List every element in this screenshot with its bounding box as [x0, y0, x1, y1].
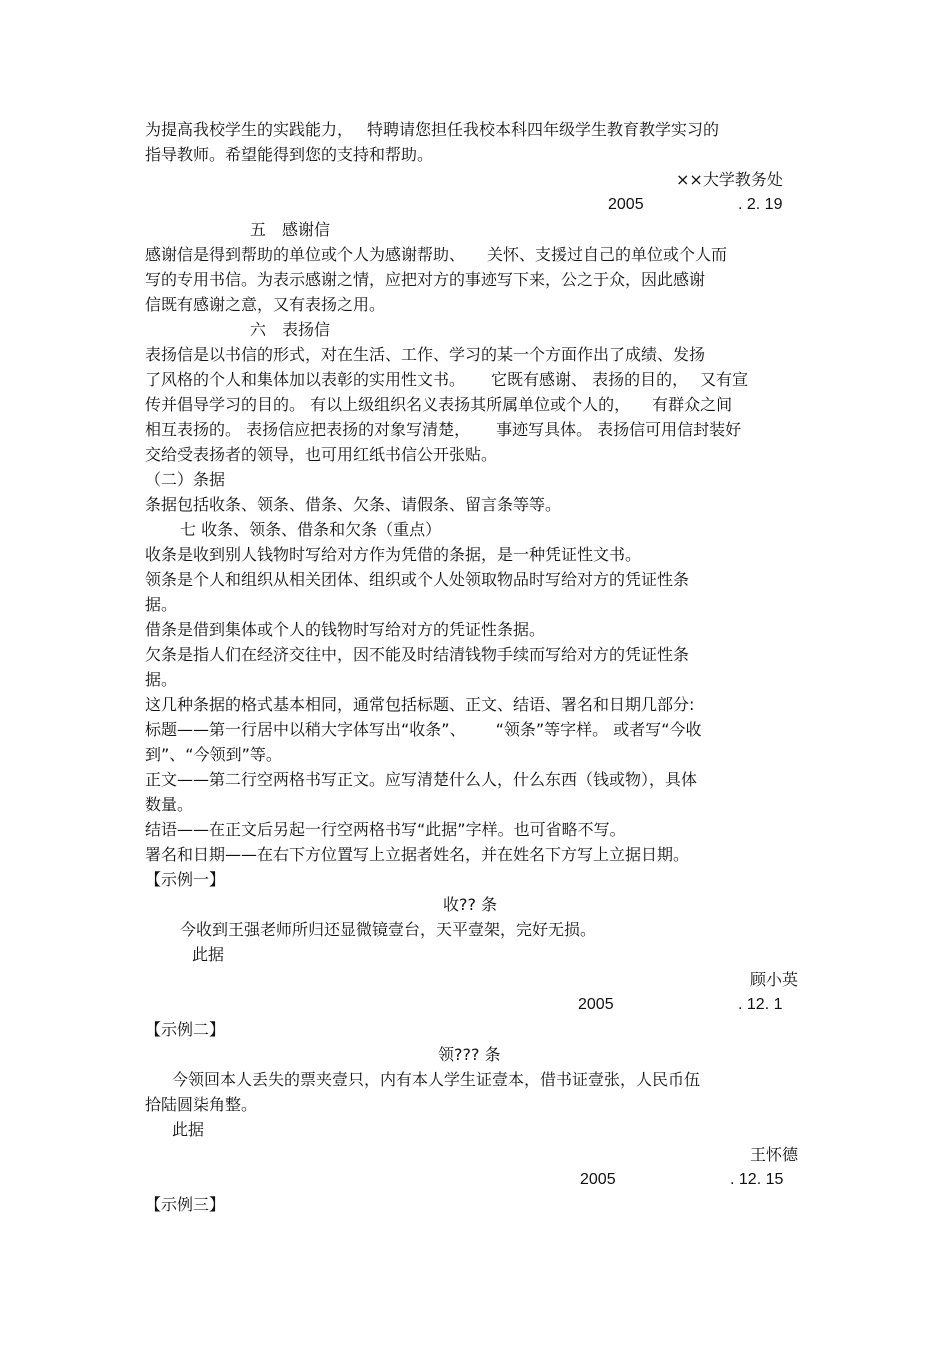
text-span: 又有宣	[700, 370, 749, 389]
text-line: 写的专用书信。为表示感谢之情，应把对方的事迹写下来，公之于众，因此感谢	[145, 270, 706, 289]
text-line: 领条是个人和组织从相关团体、组织或个人处领取物品时写给对方的凭证性条	[145, 570, 690, 589]
text-span: 有群众之间	[652, 395, 733, 414]
text-line: 指导教师。希望能得到您的支持和帮助。	[145, 145, 434, 164]
receipt-title: 收?? 条	[443, 895, 498, 914]
text-line	[145, 395, 732, 415]
text-line: 数量。	[145, 795, 194, 814]
text-line: 署名和日期——在右下方位置写上立据者姓名，并在姓名下方写上立据日期。	[145, 845, 690, 864]
signature-org: ××大学教务处	[676, 170, 783, 189]
date-year: 2005	[578, 996, 614, 1013]
date-month-day: . 2. 19	[738, 196, 783, 213]
text-line: 借条是借到集体或个人的钱物时写给对方的凭证性条据。	[145, 620, 546, 639]
section-heading: （二）条据	[145, 470, 226, 489]
receipt-body: 今领回本人丢失的票夹壹只，内有本人学生证壹本，借书证壹张，人民币伍	[172, 1070, 701, 1089]
text-line: 交给受表扬者的领导，也可用红纸书信公开张贴。	[145, 445, 498, 464]
text-line: 收条是收到别人钱物时写给对方作为凭借的条据，是一种凭证性文书。	[145, 545, 642, 564]
text-line: 这几种条据的格式基本相同，通常包括标题、正文、结语、署名和日期几部分:	[145, 695, 695, 714]
text-line: 结语——在正文后另起一行空两格书写“此据”字样。也可省略不写。	[145, 820, 626, 839]
receipt-signer: 顾小英	[750, 970, 799, 989]
text-line: 到”、“今领到”等。	[145, 745, 282, 764]
text-span: 关怀、支援过自己的单位或个人而	[487, 245, 728, 264]
text-span: 感谢信是得到帮助的单位或个人为感谢帮助、	[145, 245, 466, 264]
example-label: 【示例三】	[145, 1195, 226, 1214]
text-span: 为提高我校学生的实践能力，	[145, 120, 354, 139]
text-line: 正文——第二行空两格书写正文。应写清楚什么人，什么东西（钱或物），具体	[145, 770, 698, 789]
text-span: 标题——第一行居中以稍大字体写出“收条”、	[145, 720, 466, 739]
section-heading: 六 表扬信	[250, 320, 331, 339]
text-line: 条据包括收条、领条、借条、欠条、请假条、留言条等等。	[145, 495, 562, 514]
text-line: 表扬信是以书信的形式，对在生活、工作、学习的某一个方面作出了成绩、发扬	[145, 345, 706, 364]
example-label: 【示例二】	[145, 1020, 226, 1039]
text-line	[145, 370, 748, 390]
text-span: 传并倡导学习的目的。 有以上级组织名义表扬其所属单位或个人的，	[145, 395, 631, 414]
date-year: 2005	[608, 196, 644, 213]
text-line	[145, 245, 727, 265]
text-line	[145, 120, 719, 140]
text-span: 事迹写具体。 表扬信可用信封装好	[496, 420, 742, 439]
text-line: 信既有感谢之意，又有表扬之用。	[145, 295, 386, 314]
receipt-signer: 王怀德	[750, 1145, 799, 1164]
text-line: 据。	[145, 670, 178, 689]
text-line: 据。	[145, 595, 178, 614]
text-span: 特聘请您担任我校本科四年级学生教育教学实习的	[367, 120, 720, 139]
date-month-day: . 12. 1	[738, 996, 783, 1013]
receipt-body: 今收到王强老师所归还显微镜壹台，天平壹架，完好无损。	[180, 920, 597, 939]
text-line	[145, 720, 702, 740]
receipt-body: 拾陆圆柒角整。	[145, 1095, 258, 1114]
receipt-closing: 此据	[192, 945, 225, 964]
section-heading: 五 感谢信	[250, 220, 331, 239]
text-span: 它既有感谢、 表扬的目的，	[491, 370, 689, 389]
text-span: 相互表扬的。 表扬信应把表扬的对象写清楚，	[145, 420, 471, 439]
text-span: 了风格的个人和集体加以表彰的实用性文书。	[145, 370, 466, 389]
text-line	[145, 420, 741, 440]
date-year: 2005	[580, 1171, 616, 1188]
receipt-closing: 此据	[172, 1120, 205, 1139]
receipt-title: 领??? 条	[438, 1045, 501, 1064]
text-span: “领条”等字样。 或者写“今收	[495, 720, 702, 739]
section-heading: 七 收条、领条、借条和欠条（重点）	[180, 520, 442, 539]
example-label: 【示例一】	[145, 870, 226, 889]
date-month-day: . 12. 15	[730, 1171, 784, 1188]
text-line: 欠条是指人们在经济交往中，因不能及时结清钱物手续而写给对方的凭证性条	[145, 645, 690, 664]
